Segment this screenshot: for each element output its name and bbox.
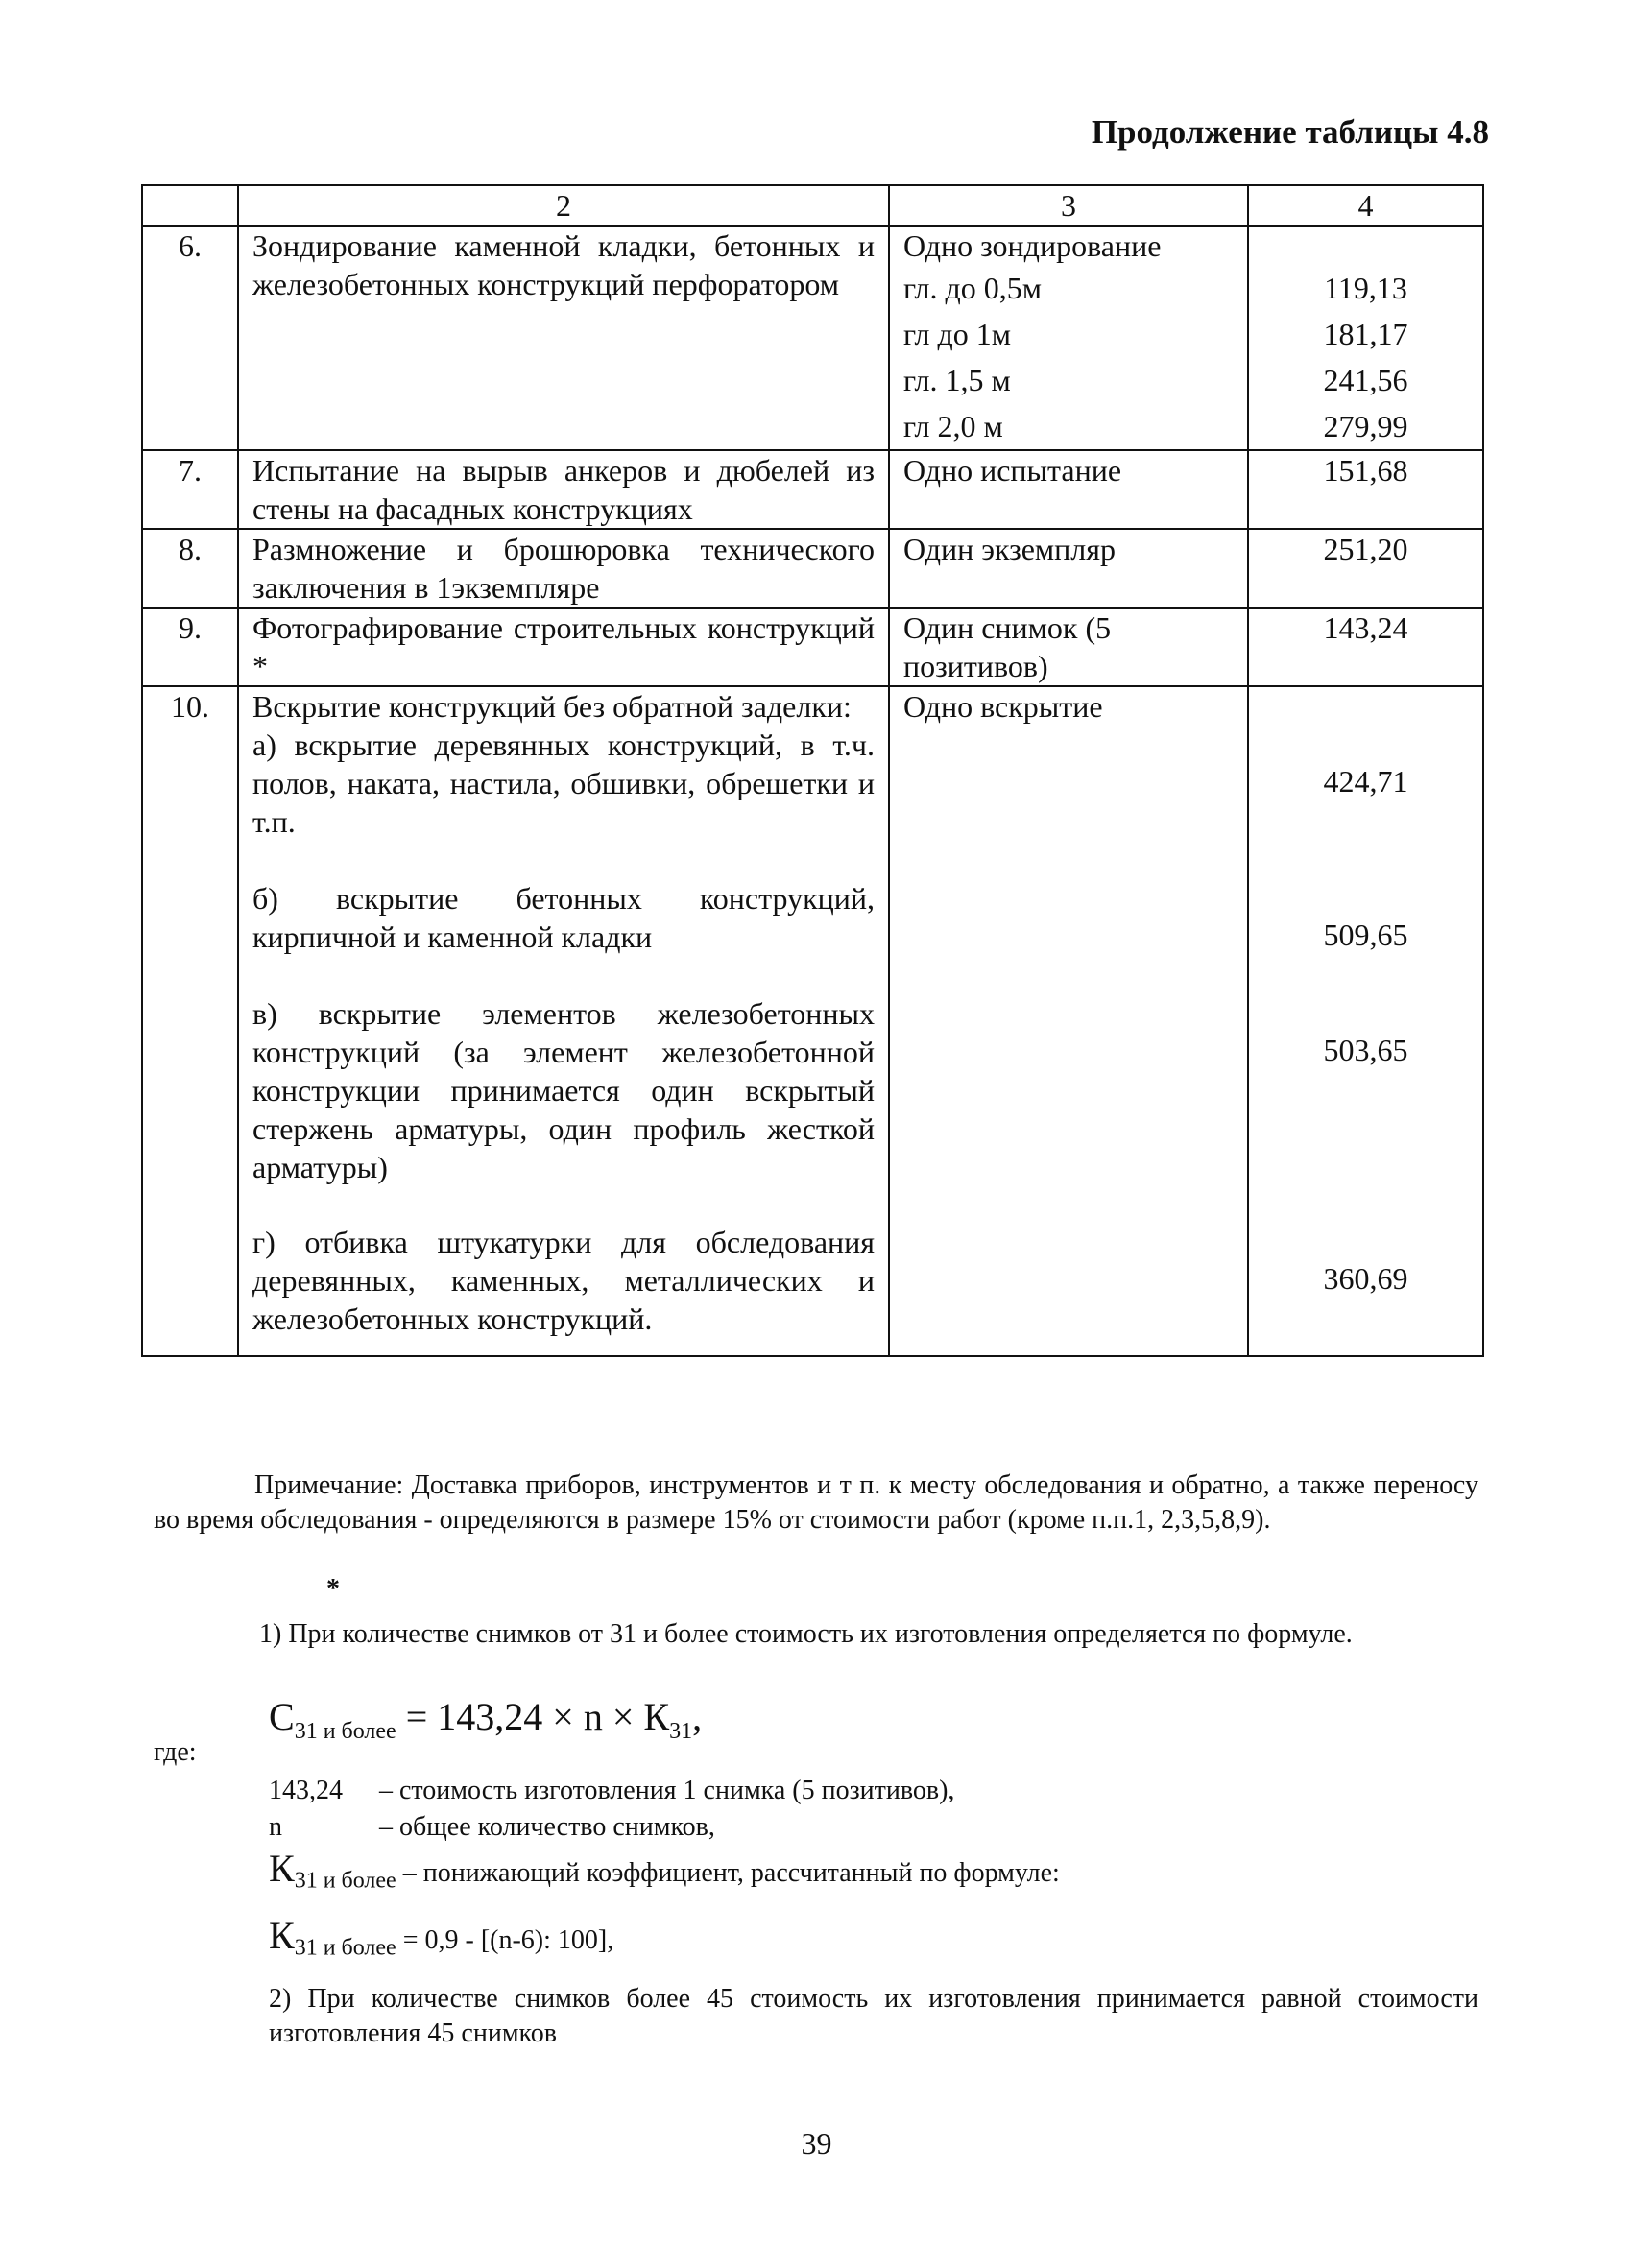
definition-text: – общее количество снимков, xyxy=(379,1812,715,1842)
definition-term: 143,24 xyxy=(269,1776,343,1805)
sub-item-g: г) отбивка штукатурки для обследования деревянных, каменных, металлических и железобетонных конструкций. xyxy=(252,1225,875,1336)
definition-text: – стоимость изготовления 1 снимка (5 позитивов), xyxy=(379,1776,955,1805)
rule-2-text: 2) При количестве снимков более 45 стоимость их изготовления принимается равной стоимости изготовления 45 снимков xyxy=(269,1984,1478,2048)
table-continuation-heading: Продолжение таблицы 4.8 xyxy=(1091,113,1489,151)
table-row xyxy=(142,529,1483,608)
formula-tail: , xyxy=(692,1695,703,1738)
cost-value: 360,69 xyxy=(1323,1261,1408,1296)
row-cost: 143,24 xyxy=(1248,608,1483,686)
cost-value: 279,99 xyxy=(1323,409,1408,443)
price-table xyxy=(141,184,1484,1357)
coefficient-formula xyxy=(269,1913,613,1962)
coefficient-text: – понижающий коэффициент, рассчитанный по формуле: xyxy=(402,1858,1060,1888)
cost-value: 119,13 xyxy=(1324,271,1407,305)
unit-title: Одно зондирование xyxy=(903,228,1162,263)
sub-item-a: а) вскрытие деревянных конструкций, в т.ч. полов, наката, настила, обшивки, обрешетки и т.п. xyxy=(252,728,875,839)
cost-value: 181,17 xyxy=(1323,317,1408,351)
cost-value: 503,65 xyxy=(1323,1033,1408,1067)
where-label: где: xyxy=(154,1737,197,1767)
formula-cost xyxy=(269,1694,702,1745)
header-col-2: 2 xyxy=(238,185,889,226)
sub-item-v: в) вскрытие элементов железобетонных конструкций (за элемент железобетонной конструкции принимается один вскрытый стержень арматуры, один профиль жесткой арматуры) xyxy=(252,996,875,1184)
row-description: Зондирование каменной кладки, бетонных и железобетонных конструкций перфоратором xyxy=(238,226,889,450)
coefficient-symbol: К xyxy=(269,1914,295,1957)
formula-rhs-sub: 31 xyxy=(669,1719,693,1744)
formula-lhs-sub: 31 и более xyxy=(294,1719,396,1744)
row-cost xyxy=(1248,686,1483,1356)
table-header-row xyxy=(142,185,1483,226)
page-number: 39 xyxy=(801,2126,832,2161)
rule-1-text: 1) При количестве снимков от 31 и более стоимость их изготовления определяется по формуле. xyxy=(259,1619,1353,1649)
row-description: Испытание на вырыв анкеров и дюбелей из стены на фасадных конструкциях xyxy=(238,450,889,529)
row-cost: 251,20 xyxy=(1248,529,1483,608)
row-description: Фотографирование строительных конструкций * xyxy=(238,608,889,686)
row-unit: Один экземпляр xyxy=(889,529,1248,608)
definition-line xyxy=(269,1776,954,1806)
row-description: Размножение и брошюровка технического заключения в 1экземпляре xyxy=(238,529,889,608)
formula-rhs: = 143,24 × n × К xyxy=(405,1695,670,1738)
coefficient-symbol: К xyxy=(269,1847,295,1890)
row-unit xyxy=(889,226,1248,450)
formula-lhs: С xyxy=(269,1695,295,1738)
header-col-4: 4 xyxy=(1248,185,1483,226)
cost-value: 509,65 xyxy=(1323,918,1408,952)
table-row xyxy=(142,608,1483,686)
row-number: 10. xyxy=(142,686,238,1356)
coefficient-formula-text: = 0,9 - [(n-6): 100], xyxy=(402,1925,614,1955)
table-row xyxy=(142,450,1483,529)
sub-item-b: б) вскрытие бетонных конструкций, кирпичной и каменной кладки xyxy=(252,881,875,954)
header-col-1 xyxy=(142,185,238,226)
row-unit: Одно испытание xyxy=(889,450,1248,529)
definition-term: n xyxy=(269,1812,282,1842)
row-unit: Одно вскрытие xyxy=(889,686,1248,1356)
row-number: 9. xyxy=(142,608,238,686)
cost-value: 424,71 xyxy=(1323,764,1408,799)
row-number: 8. xyxy=(142,529,238,608)
row-title: Вскрытие конструкций без обратной заделки: xyxy=(252,689,852,724)
unit-depth: гл. до 0,5м xyxy=(903,271,1042,305)
note-text: Примечание: Доставка приборов, инструментов и т п. к месту обследования и обратно, а также переносу во время обследования - определяются в размере 15% от стоимости работ (кроме п.п.1, 2,3,5,8,9). xyxy=(154,1470,1478,1535)
row-cost xyxy=(1248,226,1483,450)
table-row xyxy=(142,226,1483,450)
header-col-3: 3 xyxy=(889,185,1248,226)
unit-depth: гл до 1м xyxy=(903,317,1011,351)
row-unit: Один снимок (5 позитивов) xyxy=(889,608,1248,686)
row-number: 6. xyxy=(142,226,238,450)
table-row xyxy=(142,686,1483,1356)
definition-line xyxy=(269,1812,715,1843)
unit-depth: гл 2,0 м xyxy=(903,409,1003,443)
unit-depth: гл. 1,5 м xyxy=(903,363,1011,397)
footnote-asterisk: * xyxy=(326,1574,340,1604)
row-description xyxy=(238,686,889,1356)
coefficient-definition xyxy=(269,1846,1060,1895)
cost-value: 241,56 xyxy=(1323,363,1408,397)
coefficient-sub: 31 и более xyxy=(294,1935,396,1961)
row-cost: 151,68 xyxy=(1248,450,1483,529)
coefficient-sub: 31 и более xyxy=(294,1868,396,1894)
row-number: 7. xyxy=(142,450,238,529)
